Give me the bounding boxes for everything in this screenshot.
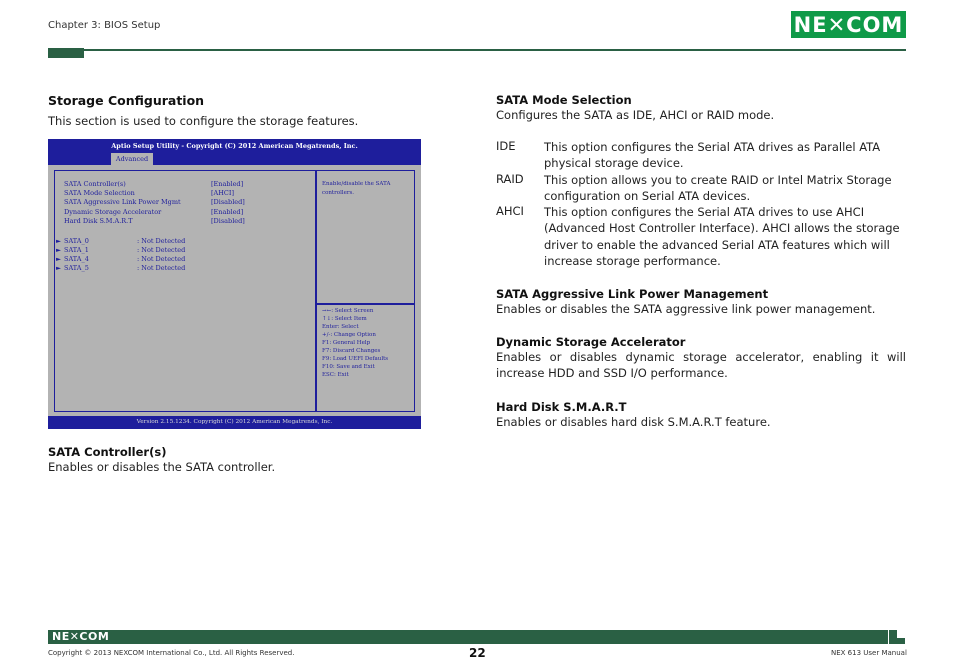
bios-help-panel [316,170,415,304]
bios-row-value: [Enabled] [211,180,244,188]
sata-mode-text: Configures the SATA as IDE, AHCI or RAID mode. [496,108,775,122]
smart-text: Enables or disables hard disk S.M.A.R.T feature. [496,415,771,429]
bios-key-item: F10: Save and Exit [322,364,375,370]
dsa-text: Enables or disables dynamic storage accelerator, enabling it will increase HDD and SSD I/O performance. [496,350,906,381]
bios-row-value: [Enabled] [211,208,244,216]
option-term-ahci: AHCI [496,204,524,218]
footer-logo: NE✕COM [52,630,110,643]
smart-heading: Hard Disk S.M.A.R.T [496,400,627,414]
bios-key-item: Enter: Select [322,324,359,330]
section-intro: This section is used to configure the storage features. [48,114,359,128]
header-divider [84,49,906,51]
sata-controller-heading: SATA Controller(s) [48,445,167,459]
bios-key-item: +/-: Change Option [322,332,376,338]
bios-row-value: [Disabled] [211,217,245,225]
alpm-text: Enables or disables the SATA aggressive link power management. [496,302,876,316]
page-number: 22 [469,646,486,660]
triangle-icon: ► [56,255,61,263]
sata-controller-text: Enables or disables the SATA controller. [48,460,276,474]
bios-port-label: SATA_4 [64,255,89,263]
triangle-icon: ► [56,264,61,272]
bios-tab-bar [48,153,421,165]
footer-square [889,630,897,638]
bios-key-item: ESC: Exit [322,372,349,378]
bios-port-value: : Not Detected [137,246,186,254]
bios-key-legend [316,304,415,412]
bios-key-item: F1: General Help [322,340,371,346]
bios-port-label: SATA_0 [64,237,89,245]
bios-port-label: SATA_5 [64,264,89,272]
bios-port-value: : Not Detected [137,237,186,245]
bios-title-bar: Aptio Setup Utility - Copyright (C) 2012 American Megatrends, Inc. [48,139,421,153]
footer-square [889,638,897,644]
bios-help-text: Enable/disable the SATA controllers. [322,181,391,196]
alpm-heading: SATA Aggressive Link Power Management [496,287,769,301]
copyright-text: Copyright © 2013 NEXCOM International Co., Ltd. All Rights Reserved. [48,649,295,657]
bios-row-label: Hard Disk S.M.A.R.T [64,217,133,225]
chapter-title: Chapter 3: BIOS Setup [48,20,161,31]
option-desc-ahci: This option configures the Serial ATA drives to use AHCI (Advanced Host Controller Interface). AHCI allows the storage driver to enable the advanced Serial ATA features which will increase storage performance. [544,205,900,268]
bios-row-label: SATA Mode Selection [64,189,135,197]
sata-mode-heading: SATA Mode Selection [496,93,632,107]
bios-row-label: Dynamic Storage Accelerator [64,208,162,216]
bios-key-item: ↑↓: Select Item [322,316,367,322]
triangle-icon: ► [56,237,61,245]
section-heading: Storage Configuration [48,93,205,108]
footer-square [897,638,905,644]
nexcom-logo: NE✕COM [791,11,906,38]
option-term-raid: RAID [496,172,524,186]
manual-title: NEX 613 User Manual [831,649,907,657]
bios-row-value: [AHCI] [211,189,234,197]
bios-row-label: SATA Controller(s) [64,180,126,188]
bios-port-value: : Not Detected [137,255,186,263]
triangle-icon: ► [56,246,61,254]
bios-key-item: F7: Discard Changes [322,348,381,354]
bios-footer-bar: Version 2.15.1234. Copyright (C) 2012 American Megatrends, Inc. [48,416,421,429]
bios-port-label: SATA_1 [64,246,89,254]
header-accent-block [48,48,84,58]
footer-bar [48,630,888,644]
bios-key-item: F9: Load UEFI Defaults [322,356,389,362]
dsa-heading: Dynamic Storage Accelerator [496,335,686,349]
option-desc-raid: This option allows you to create RAID or Intel Matrix Storage configuration on Serial ATA devices. [544,173,892,204]
bios-row-value: [Disabled] [211,198,245,206]
option-term-ide: IDE [496,139,516,153]
bios-port-value: : Not Detected [137,264,186,272]
bios-settings-panel [54,170,316,412]
option-desc-ide: This option configures the Serial ATA drives as Parallel ATA physical storage device. [544,140,881,171]
bios-row-label: SATA Aggressive Link Power Mgmt [64,198,181,206]
bios-key-item: →←: Select Screen [322,308,374,314]
bios-tab-advanced: Advanced [111,153,153,165]
bios-screenshot [48,139,421,429]
